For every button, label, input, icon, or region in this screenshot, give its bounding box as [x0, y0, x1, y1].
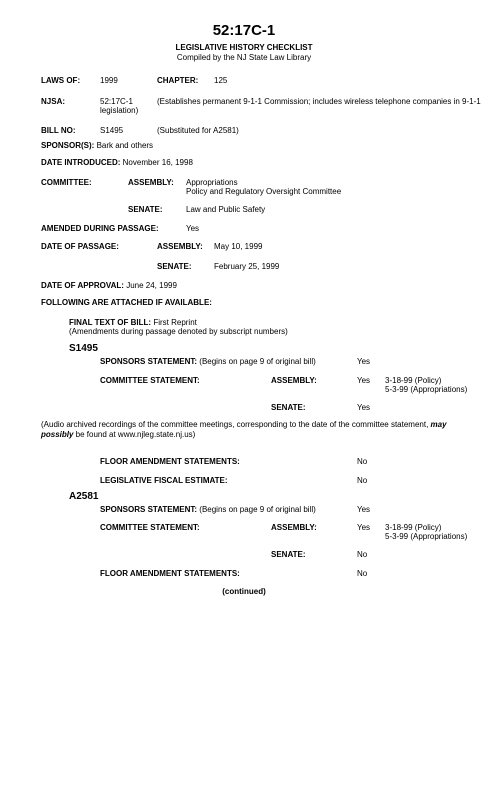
njsa-value-line2: legislation) [100, 106, 139, 115]
s1495-heading: S1495 [69, 343, 98, 354]
approval-label: DATE OF APPROVAL: [41, 281, 124, 290]
passage-label: DATE OF PASSAGE: [41, 242, 119, 251]
audio-note-text: (Audio archived recordings of the committee meetings, corresponding to the date of the committee statement, [41, 420, 431, 429]
s1495-committee-label: COMMITTEE STATEMENT: [100, 376, 200, 385]
a2581-floor-value: No [357, 569, 368, 578]
s1495-sponsors-note: (Begins on page 9 of original bill) [199, 357, 316, 366]
s1495-senate-value: Yes [357, 403, 371, 412]
following-label: FOLLOWING ARE ATTACHED IF AVAILABLE: [41, 298, 212, 307]
introduced-label: DATE INTRODUCED: [41, 158, 121, 167]
audio-archive-note [41, 420, 481, 439]
sponsors-label: SPONSOR(S): [41, 141, 95, 150]
passage-assembly-label: ASSEMBLY: [157, 242, 203, 251]
s1495-assembly-date1: 3-18-99 (Policy) [385, 376, 442, 385]
laws-of-value: 1999 [100, 76, 118, 85]
committee-senate-label: SENATE: [128, 205, 163, 214]
a2581-sponsors-line [100, 505, 316, 515]
amended-label: AMENDED DURING PASSAGE: [41, 224, 159, 233]
introduced-value: November 16, 1998 [122, 158, 193, 167]
s1495-assembly-label: ASSEMBLY: [271, 376, 317, 385]
s1495-assembly-date2: 5-3-99 (Appropriations) [385, 385, 468, 394]
a2581-sponsors-note: (Begins on page 9 of original bill) [199, 505, 316, 514]
a2581-senate-value: No [357, 550, 368, 559]
s1495-senate-label: SENATE: [271, 403, 306, 412]
committee-assembly-line1: Appropriations [186, 178, 238, 187]
audio-note-emphasis: may possibly [41, 420, 447, 439]
passage-senate-value: February 25, 1999 [214, 262, 280, 271]
a2581-sponsors-label: SPONSORS STATEMENT: [100, 505, 198, 514]
s1495-fiscal-label: LEGISLATIVE FISCAL ESTIMATE: [100, 476, 228, 485]
s1495-sponsors-line [100, 357, 316, 367]
a2581-assembly-date1: 3-18-99 (Policy) [385, 523, 442, 532]
passage-assembly-value: May 10, 1999 [214, 242, 263, 251]
njsa-description: (Establishes permanent 9-1-1 Commission; includes wireless telephone companies in 9-1-1 [157, 97, 481, 106]
sponsors-line [41, 141, 153, 151]
s1495-sponsors-value: Yes [357, 357, 371, 366]
approval-line [41, 281, 177, 291]
committee-assembly-label: ASSEMBLY: [128, 178, 174, 187]
amended-value: Yes [186, 224, 200, 233]
approval-value: June 24, 1999 [126, 281, 177, 290]
a2581-floor-label: FLOOR AMENDMENT STATEMENTS: [100, 569, 240, 578]
a2581-assembly-date2: 5-3-99 (Appropriations) [385, 532, 468, 541]
bill-no-value: S1495 [100, 126, 124, 135]
s1495-fiscal-value: No [357, 476, 368, 485]
s1495-assembly-value: Yes [357, 376, 371, 385]
bill-substituted-note: (Substituted for A2581) [157, 126, 239, 135]
final-text-note: (Amendments during passage denoted by subscript numbers) [69, 327, 288, 336]
a2581-senate-label: SENATE: [271, 550, 306, 559]
chapter-value: 125 [214, 76, 228, 85]
compiled-by: Compiled by the NJ State Law Library [176, 53, 312, 62]
chapter-label: CHAPTER: [157, 76, 199, 85]
committee-label: COMMITTEE: [41, 178, 92, 187]
document-title: 52:17C-1 [212, 22, 276, 39]
introduced-line [41, 158, 193, 168]
final-text-value: First Reprint [153, 318, 197, 327]
njsa-value: 52:17C-1 [100, 97, 133, 106]
document-subtitle: LEGISLATIVE HISTORY CHECKLIST [175, 43, 313, 52]
committee-assembly-line2: Policy and Regulatory Oversight Committee [186, 187, 342, 196]
s1495-sponsors-label: SPONSORS STATEMENT: [100, 357, 198, 366]
bill-no-label: BILL NO: [41, 126, 76, 135]
audio-note-url-text: be found at www.njleg.state.nj.us) [73, 429, 196, 439]
sponsors-value: Bark and others [96, 141, 154, 150]
s1495-floor-value: No [357, 457, 368, 466]
a2581-assembly-label: ASSEMBLY: [271, 523, 317, 532]
a2581-assembly-value: Yes [357, 523, 371, 532]
a2581-committee-label: COMMITTEE STATEMENT: [100, 523, 200, 532]
passage-senate-label: SENATE: [157, 262, 192, 271]
final-text-label: FINAL TEXT OF BILL: [69, 318, 152, 327]
committee-senate-value: Law and Public Safety [186, 205, 266, 214]
laws-of-label: LAWS OF: [41, 76, 81, 85]
a2581-heading: A2581 [69, 491, 99, 502]
a2581-sponsors-value: Yes [357, 505, 371, 514]
s1495-floor-label: FLOOR AMENDMENT STATEMENTS: [100, 457, 240, 466]
njsa-label: NJSA: [41, 97, 66, 106]
continued-label: (continued) [222, 587, 266, 596]
